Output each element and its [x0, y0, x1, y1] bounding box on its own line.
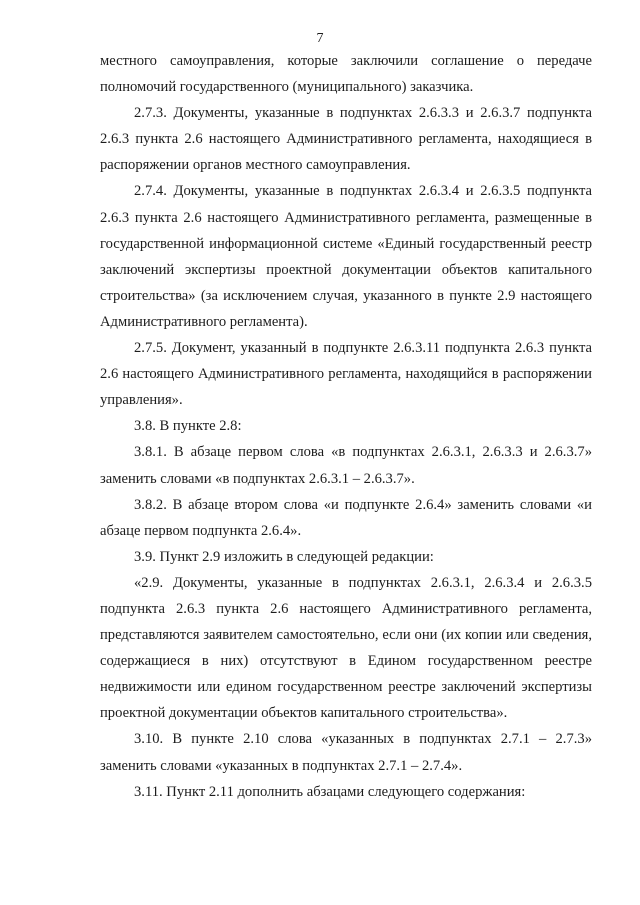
paragraph-2-9-new-text: «2.9. Документы, указанные в подпунктах 2.6.3.1, 2.6.3.4 и 2.6.3.5 подпункта 2.6.3 пункта 2.6 настоящего Административного регламента, представляются заявителем самостоятельно, если они (их копии или сведения, содержащиеся в них) отсутствуют в Едином государственном реестре недвижимости или едином государственном реестре заключений экспертизы проектной документации объектов капитального строительства». — [100, 574, 592, 722]
paragraph-2-7-3: 2.7.3. Документы, указанные в подпунктах 2.6.3.3 и 2.6.3.7 подпункта 2.6.3 пункта 2.6 настоящего Административного регламента, находящиеся в распоряжении органов местного самоуправления. — [100, 105, 592, 174]
paragraph-3-8-2: 3.8.2. В абзаце втором слова «и подпункте 2.6.4» заменить словами «и абзаце первом подпункта 2.6.4». — [100, 496, 592, 539]
document-body — [100, 48, 592, 805]
paragraph-3-8-1: 3.8.1. В абзаце первом слова «в подпунктах 2.6.3.1, 2.6.3.3 и 2.6.3.7» заменить словами «в подпунктах 2.6.3.1 – 2.6.3.7». — [100, 444, 592, 487]
paragraph-continuation: местного самоуправления, которые заключили соглашение о передаче полномочий государственного (муниципального) заказчика. — [100, 53, 592, 96]
paragraph-2-7-5: 2.7.5. Документ, указанный в подпункте 2.6.3.11 подпункта 2.6.3 пункта 2.6 настоящего Административного регламента, находящийся в распоряжении управления». — [100, 340, 592, 409]
paragraph-3-9: 3.9. Пункт 2.9 изложить в следующей редакции: — [134, 548, 434, 565]
paragraph-2-7-4: 2.7.4. Документы, указанные в подпунктах 2.6.3.4 и 2.6.3.5 подпункта 2.6.3 пункта 2.6 настоящего Административного регламента, размещенные в государственной информационной системе «Единый государственный реестр заключений экспертизы проектной документации объектов капитального строительства» (за исключением случая, указанного в пункте 2.9 настоящего Административного регламента). — [100, 183, 592, 330]
page-number: 7 — [316, 31, 324, 46]
paragraph-3-10: 3.10. В пункте 2.10 слова «указанных в подпунктах 2.7.1 – 2.7.3» заменить словами «указанных в подпунктах 2.7.1 – 2.7.4». — [100, 731, 592, 774]
paragraph-3-11: 3.11. Пункт 2.11 дополнить абзацами следующего содержания: — [134, 783, 526, 800]
paragraph-3-8: 3.8. В пункте 2.8: — [134, 418, 242, 435]
